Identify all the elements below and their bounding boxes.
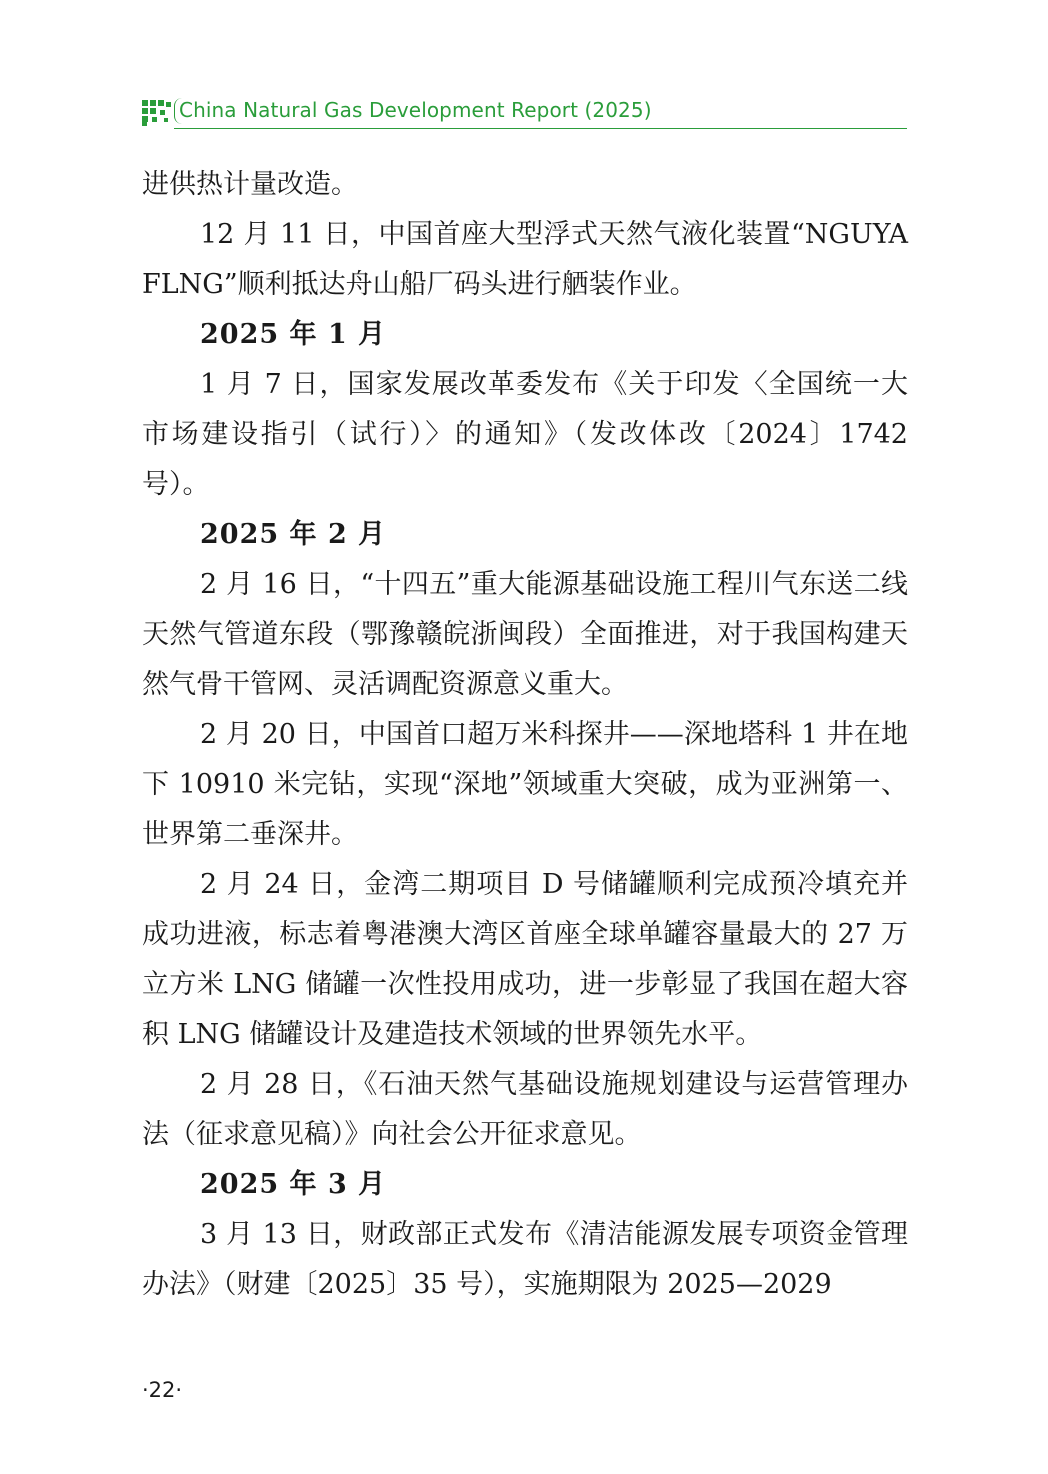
month-heading: 2025 年 1 月 [200,319,387,350]
paragraph-entry: 2 月 20 日，中国首口超万米科探井——深地塔科 1 井在地下 10910 米完钻，实现“深地”领域重大突破，成为亚洲第一、世界第二垂深井。 [142,719,908,850]
paragraph-entry: 12 月 11 日，中国首座大型浮式天然气液化装置“NGUYA FLNG”顺利抵达舟山船厂码头进行舾装作业。 [142,219,908,300]
running-header [142,96,907,130]
paragraph-entry: 1 月 7 日，国家发展改革委发布《关于印发〈全国统一大市场建设指引（试行）〉的通知》（发改体改〔2024〕1742 号）。 [142,369,908,500]
page-number: ·22· [142,1378,183,1402]
header-rule [174,128,907,129]
month-heading: 2025 年 3 月 [200,1169,387,1200]
paragraph-continuation: 进供热计量改造。 [142,169,358,200]
paragraph-entry: 3 月 13 日，财政部正式发布《清洁能源发展专项资金管理办法》（财建〔2025〕35 号），实施期限为 2025—2029 [142,1219,908,1300]
green-pixel-logo-icon [142,100,172,126]
paragraph-entry: 2 月 28 日，《石油天然气基础设施规划建设与运营管理办法（征求意见稿）》向社会公开征求意见。 [142,1069,908,1150]
month-heading: 2025 年 2 月 [200,519,387,550]
body-text [142,160,908,1310]
header-title: China Natural Gas Development Report (2025) [179,98,652,122]
paragraph-entry: 2 月 24 日，金湾二期项目 D 号储罐顺利完成预冷填充并成功进液，标志着粤港澳大湾区首座全球单罐容量最大的 27 万立方米 LNG 储罐一次性投用成功，进一步彰显了我国在超大容积 LNG 储罐设计及建造技术领域的世界领先水平。 [142,869,908,1050]
paragraph-entry: 2 月 16 日，“十四五”重大能源基础设施工程川气东送二线天然气管道东段（鄂豫赣皖浙闽段）全面推进，对于我国构建天然气骨干管网、灵活调配资源意义重大。 [142,569,908,700]
